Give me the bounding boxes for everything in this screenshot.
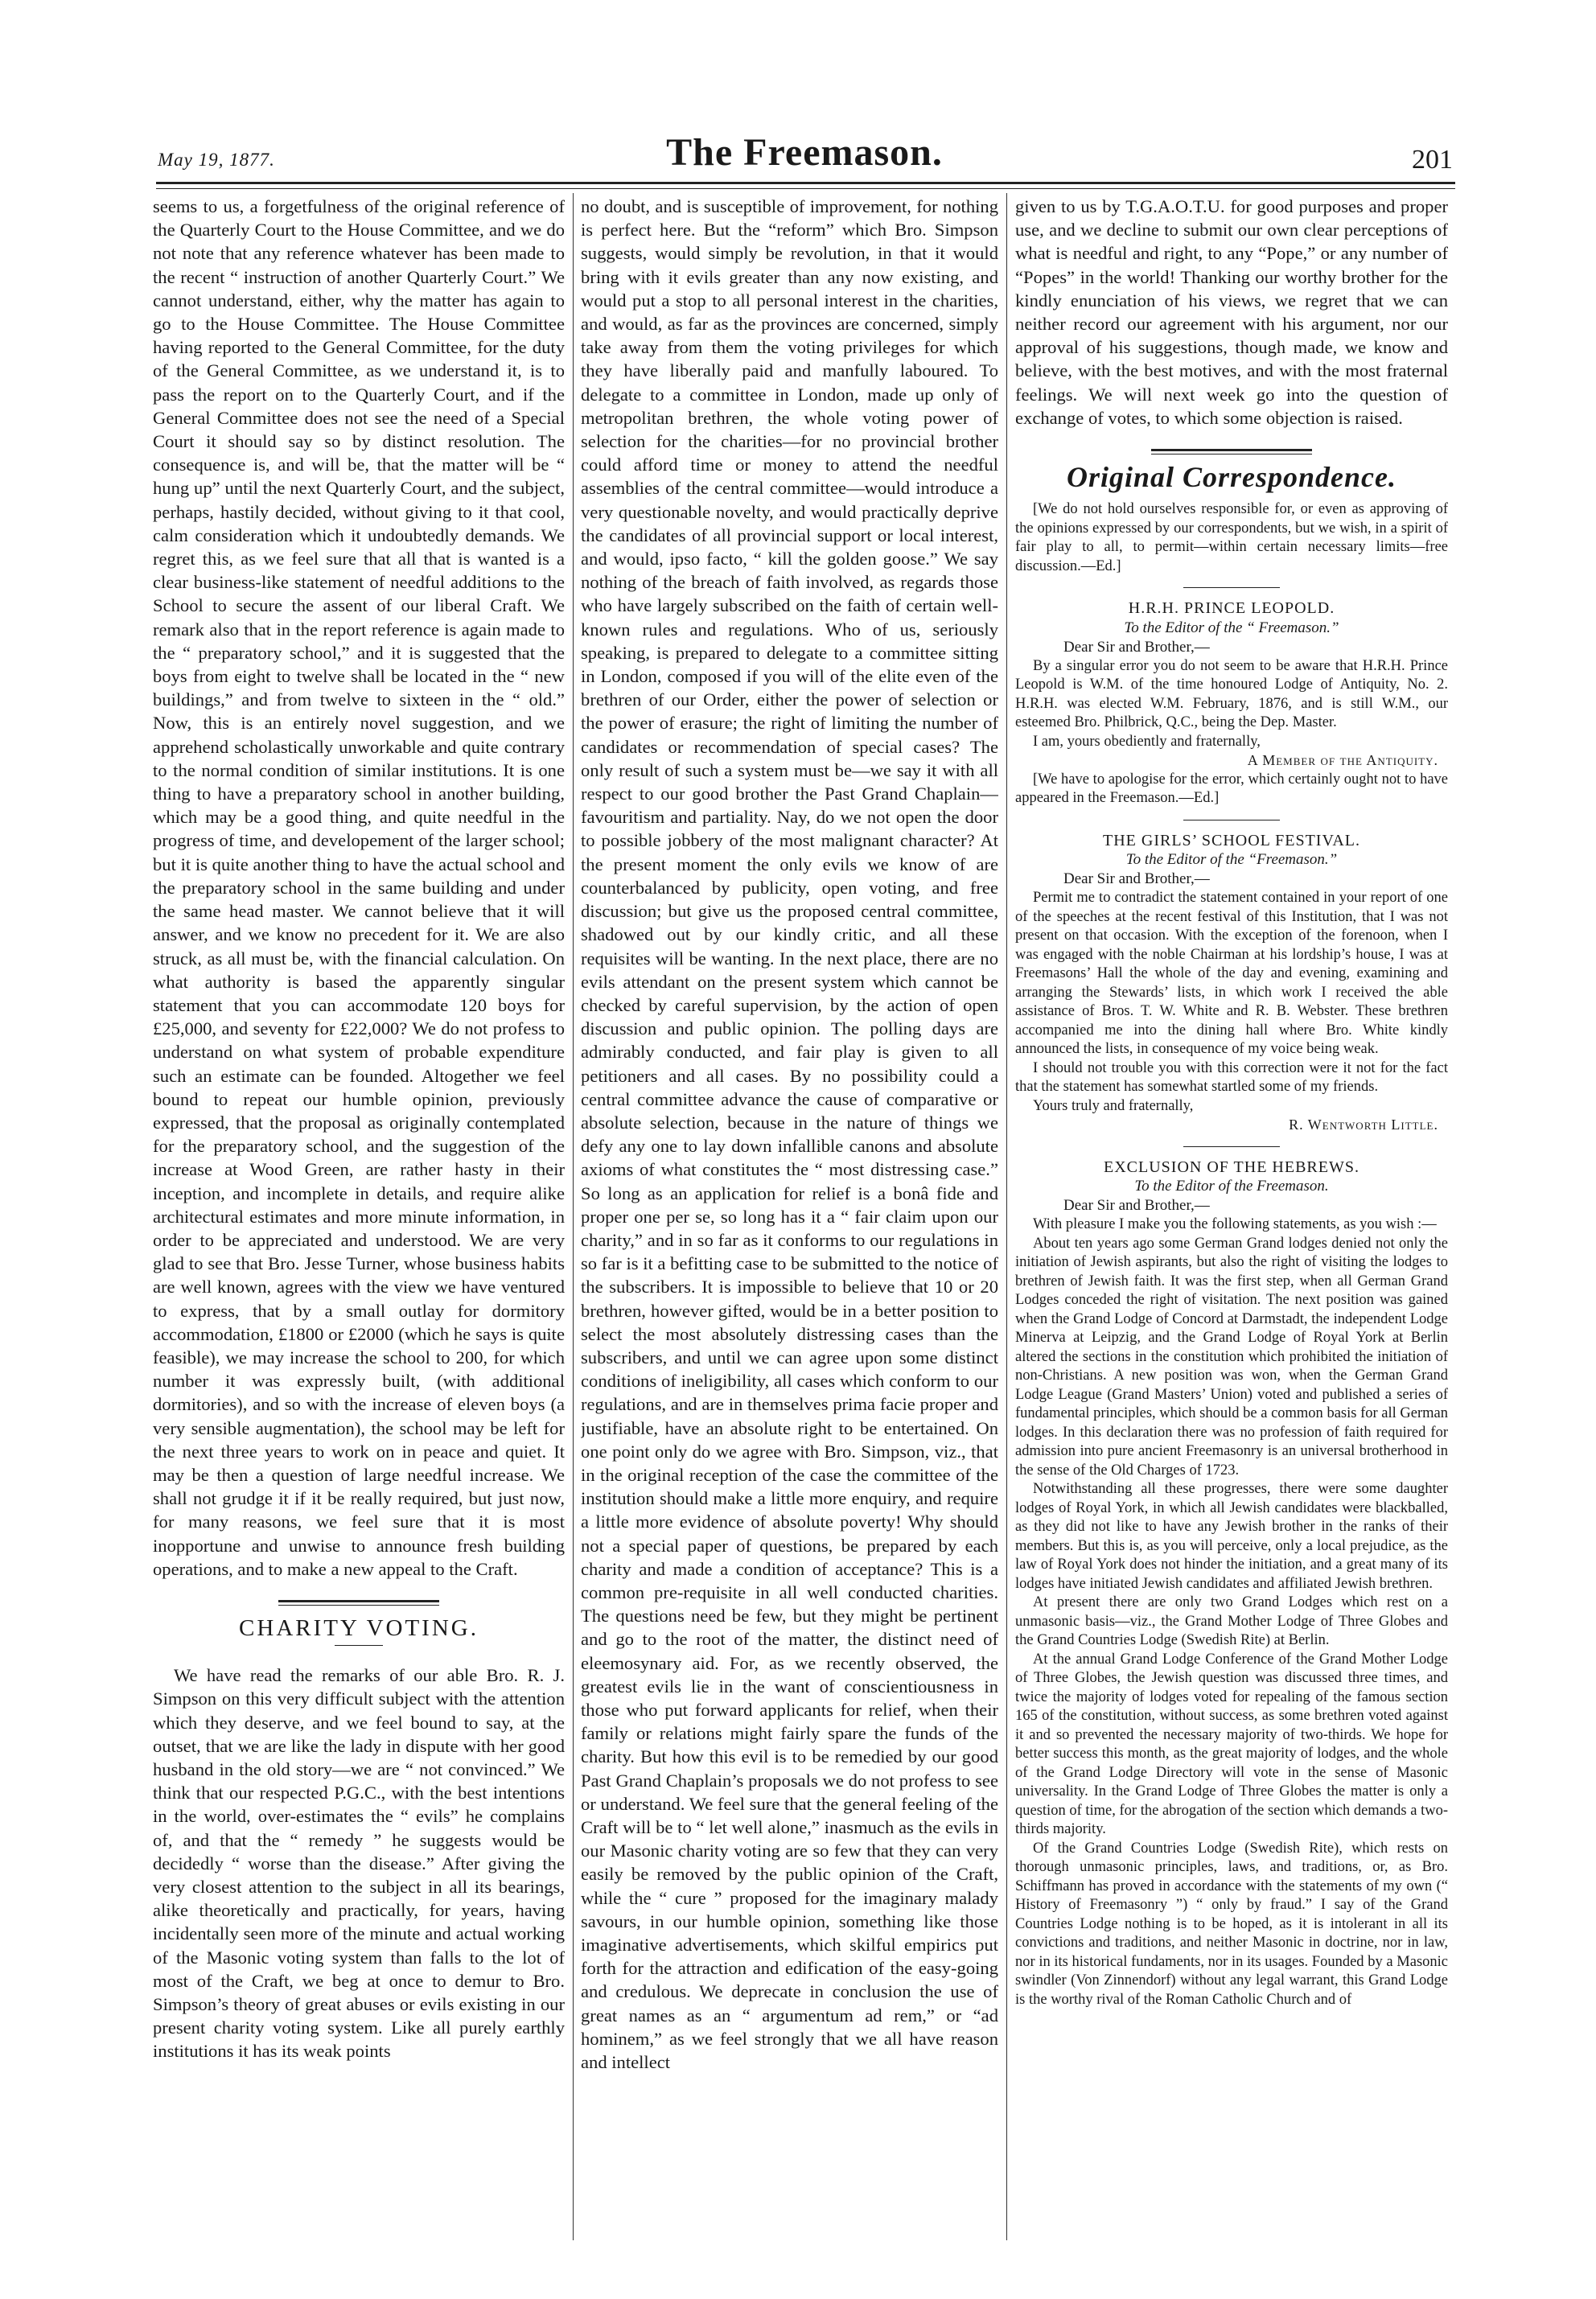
- column-2: [581, 195, 998, 2238]
- letter-heading: H.R.H. PRINCE LEOPOLD.: [1128, 599, 1335, 618]
- letter-body: At the annual Grand Lodge Conference of the Grand Mother Lodge of Three Globes, the Jewish question was discussed three times, and twice the majority of lodges voted for repealing of the famous section 165 of the constitution, without success, as some brethren voted against it and so prevented the necessary majority of two-thirds. We hope for better success this month, as the great majority of lodges, and the whole of the Grand Lodge Directory will vote in the sense of Masonic universality. In the Grand Lodge of Three Globes the matter is only a question of time, for the abrogation of the section which demands a two-thirds majority.: [1015, 1651, 1448, 1838]
- letter-body: Permit me to contradict the statement contained in your report of one of the speeches at the recent festival of this Institution, that I was not present on that occasion. With the exception of the forenoon, when I was engaged with the noble Chairman at his lordship’s house, I was at Freemasons’ Hall the whole of the day and evening, examining and arranging the Stewards’ lists, in which work I received the able assistance of Bros. T. W. White and R. B. Webster. These brethren accompanied me into the dining hall where Bro. White kindly announced the lists, in consequence of my voice being weak.: [1015, 890, 1448, 1058]
- newspaper-title: The Freemason.: [666, 131, 943, 174]
- masthead-rule: [156, 182, 1455, 189]
- article-paragraph: no doubt, and is susceptible of improvement, for nothing is perfect here. But the “reform” which Bro. Simpson suggests, would simply be revolution, in that it would bring with it evils greater than any now existing, and would put a stop to all personal interest in the charities, and would, as far as the provinces are concerned, simply take away from them the voting privileges for which they have liberally paid and manfully laboured. To delegate to a committee in London, made up only of metropolitan brethren, the whole voting power of selection for the charities—for no provincial brother could afford time or money to attend the needful assemblies of the central committee—would introduce a very questionable novelty, and would practically deprive the candidates of all provincial support or local interest, and would, ipso facto, “ kill the golden goose.” We say nothing of the breach of faith involved, as regards those who have largely subscribed on the faith of certain well-known rules and regulations. Who of us, seriously speaking, is prepared to delegate to a committee sitting in London, composed if you will of the elite even of the brethren of our Order, either the power of selection or the power of erasure; the right of limiting the number of candidates or recommendation of special cases? The only result of such a system must be—we say it with all respect to our good brother the Past Grand Chaplain—favouritism and partiality. Nay, do we not open the door to possible jobbery of the most malignant character? At the present moment the only evils we know of are counterbalanced by publicity, open voting, and free discussion; but give us the proposed central committee, shadowed out by our kindly critic, and all these requisites will be wanting. In the next place, there are no evils attendant on the present system which cannot be checked by careful supervision, by the action of open discussion and public opinion. The polling days are admirably conducted, and fair play is given to all petitioners and all cases. By no possibility could a central committee advance the cause of comparative or absolute selection, because in the nature of things we defy any one to lay down infallible canons and absolute axioms of what constitutes the “ most distressing case.” So long as an application for relief is a bonâ fide and proper one per se, so long has it a “ fair claim upon our charity,” and in so far as it conforms to our regulations in so far is it a befitting case to be submitted to the notice of the subscribers. It is impossible to believe that 10 or 20 brethren, however gifted, would be in a better position to select the most absolutely distressing cases than the subscribers, and until we can agree upon some distinct conditions of ineligibility, all cases which conform to our regulations, and are in themselves prima facie proper and justifiable, have an absolute right to be entertained. On one point only do we agree with Bro. Simpson, viz., that in the original reception of the case the committee of the institution should make a little more enquiry, and require a little more evidence of absolute poverty! Why should not a special paper of questions, be prepared by each charity and made a condition of acceptance? This is a common pre-requisite in all well conducted charities. The questions need be few, but they might be pertinent and go to the root of the matter, the distinct need of eleemosynary aid. For, as we recently observed, the greatest evils lie in the want of conscientiousness in those who put forward applicants for relief, when their family or relations might fairly spare the funds of the charity. But how this evil is to be remedied by our good Past Grand Chaplain’s proposals we do not profess to see or understand. We feel sure that the general feeling of the Craft will be to “ let well alone,” inasmuch as the evils in our Masonic charity voting are so few that they can very easily be removed by the public opinion of the Craft, while the “ cure ” proposed for the imaginary malady savours, in our humble opinion, something like those imaginative advertisements, which skilful empirics put forth for the attraction and edification of the easy-going and credulous. We deprecate in conclusion the use of great names as an “ argumentum ad rem,” or “ad hominem,” as we feel strongly that we all have reason and intellect: [581, 196, 998, 2073]
- letter-salutation: Dear Sir and Brother,—: [1063, 638, 1210, 656]
- letter-closing: Yours truly and fraternally,: [1033, 1097, 1194, 1114]
- letter-salutation: Dear Sir and Brother,—: [1063, 1197, 1210, 1215]
- letter-addressee: To the Editor of the “ Freemason.”: [1124, 619, 1339, 636]
- section-divider: [1151, 449, 1312, 454]
- column-divider: [1006, 193, 1007, 2240]
- letter-addressee: To the Editor of the “Freemason.”: [1125, 851, 1338, 869]
- letter-divider: [1183, 587, 1280, 588]
- letter-body: By a singular error you do not seem to be aware that H.R.H. Prince Leopold is W.M. of the time honoured Lodge of Antiquity, No. 2. H.R.H. was elected W.M. February, 1876, and is still W.M., our esteemed Bro. Philbrick, Q.C., being the Dep. Master.: [1015, 657, 1448, 731]
- letter-signature: R. Wentworth Little.: [1289, 1117, 1438, 1133]
- masthead: [153, 130, 1456, 180]
- article-paragraph: given to us by T.G.A.O.T.U. for good purposes and proper use, and we decline to submit our own clear perceptions of what is needful and right, to any “Pope,” or any number of “Popes” in the world! Thanking our worthy brother for the kindly enunciation of his views, we regret that we can neither record our agreement with his argument, nor our approval of his suggestions, though made, we know and believe, with the best motives, and with the most fraternal feelings. We will next week go into the question of exchange of votes, to which some objection is raised.: [1015, 196, 1448, 428]
- letter-closing: I am, yours obediently and fraternally,: [1033, 733, 1261, 750]
- letter-body: About ten years ago some German Grand lodges denied not only the initiation of Jewish aspirants, but also the right of visiting the lodges to brethren of Jewish faith. It was the first step, when all German Grand Lodges conceded the right of visitation. The next position was gained when the Grand Lodge of Concord at Darmstadt, the independent Lodge Minerva at Leipzig, and the Grand Lodge of Royal York at Berlin altered the sections in the constitution which prohibited the initiation of non-Christians. A new position was won, when the German Grand Lodge League (Grand Masters’ Union) voted and published a series of fundamental principles, which should be a common basis for all German lodges. In this declaration there was no profession of faith required for admission into pure ancient Freemasonry is an universal brotherhood in the sense of the Old Charges of 1723.: [1015, 1235, 1448, 1479]
- heading-rule: [335, 1645, 383, 1646]
- editor-disclaimer: [We do not hold ourselves responsible for, or even as approving of the opinions expressed by our correspondents, but we wish, in a spirit of fair play to all, to permit—within certain necessary limits—free discussion.—Ed.]: [1015, 501, 1448, 574]
- column-divider: [573, 193, 574, 2240]
- column-1: [153, 195, 565, 2238]
- letter-addressee: To the Editor of the Freemason.: [1134, 1178, 1329, 1195]
- editor-note: [We have to apologise for the error, which certainly ought not to have appeared in the Freemason.—Ed.]: [1015, 771, 1448, 807]
- section-heading-correspondence: Original Correspondence.: [1066, 461, 1397, 494]
- correspondence-section: [1015, 500, 1448, 2009]
- letter-body: Notwithstanding all these progresses, there were some daughter lodges of Royal York, in which all Jewish candidates were blackballed, as they did not like to have any Jewish brother in the ranks of their members. But this is, as you will perceive, only a local prejudice, as the law of Royal York does not hinder the initiation, and a great many of its lodges have initiated Jewish candidates and affiliated Jewish brethren.: [1015, 1481, 1448, 1592]
- article-paragraph: seems to us, a forgetfulness of the original reference of the Quarterly Court to the House Committee, and we do not note that any reference whatever has been made to the recent “ instruction of another Quarterly Court.” We cannot understand, either, why the matter has again to go to the House Committee. The House Committee having reported to the General Committee, for the duty of the General Committee, as we understand it, is to pass the report on to the Quarterly Court, and if the General Committee does not see the need of a Special Court it should say so by distinct resolution. The consequence is, and will be, that the matter will be “ hung up” until the next Quarterly Court, and the subject, perhaps, hastily decided, without giving to it that cool, calm consideration which it undoubtedly demands. We regret this, as we feel sure that all that is wanted is a clear business-like statement of needful additions to the School to secure the assent of our liberal Craft. We remark also that in the report reference is again made to the “ preparatory school,” and it is suggested that the boys from eight to twelve shall be located in the “ new buildings,” and from twelve to sixteen in the “ old.” Now, this is an entirely novel suggestion, and we apprehend scholastically unworkable and quite contrary to the normal condition of similar institutions. It is one thing to have a preparatory school in another building, which may be a good thing, and quite needful in the progress of time, and developement of the larger school; but it is quite another thing to have the actual school and the preparatory school in the same building and under the same head master. We cannot believe that it will answer, and we know no precedent for it. We are also struck, as all must be, with the financial calculation. On what authority is based the apparently singular statement that you can accommodate 120 boys for £25,000, and seventy for £22,000? We do not profess to understand on what system of probable expenditure such an estimate can be founded. Altogether we feel bound to repeat our humble opinion, previously expressed, that the proposal as originally contemplated for the preparatory school, and the suggestion of the increase at Wood Green, are rather hasty in their inception, and incomplete in details, and require alike architectural estimates and more minute information, in order to be appreciated and understood. We are very glad to see that Bro. Jesse Turner, whose business habits are well known, agrees with the view we have ventured to express, that by a small outlay for dormitory accommodation, £1800 or £2000 (which he says is quite feasible), we may increase the school to 200, for which number it was expressly built, (with additional dormitories), and so with the increase of eleven boys (a very sensible augmentation), the school may be left for the next three years to work on in peace and quiet. It may be then a question of large needful increase. We shall not grudge it if it be really required, but just now, for many reasons, we feel sure that it is most inopportune and unwise to announce fresh building operations, and to make a new appeal to the Craft.: [153, 196, 565, 1579]
- letter-body: Of the Grand Countries Lodge (Swedish Rite), which rests on thorough unmasonic principles, laws, and traditions, or, as Bro. Schiffmann has proved in accordance with the statements of my own (“ History of Freemasonry ”) “ only by fraud.” I say of the Grand Countries Lodge nothing is to be hoped, as it is intolerant in all its convictions and traditions, and neither Masonic in doctrine, nor in law, nor in its historical fundaments, nor in its usages. Founded by a Masonic swindler (Von Zinnendorf) without any legal warrant, this Grand Lodge is the worthy rival of the Roman Catholic Church and of: [1015, 1840, 1448, 2008]
- letter-signature: A Member of the Antiquity.: [1247, 752, 1438, 769]
- issue-date: May 19, 1877.: [158, 150, 275, 170]
- column-3: [1015, 195, 1448, 2238]
- letter-body: At present there are only two Grand Lodges which rest on a unmasonic basis—viz., the Grand Mother Lodge of Three Globes and the Grand Countries Lodge (Swedish Rite) at Berlin.: [1015, 1594, 1448, 1649]
- letter-salutation: Dear Sir and Brother,—: [1063, 870, 1210, 888]
- letter-body: With pleasure I make you the following statements, as you wish :—: [1033, 1216, 1437, 1233]
- section-divider: [278, 1600, 439, 1606]
- letter-heading: THE GIRLS’ SCHOOL FESTIVAL.: [1103, 831, 1360, 849]
- section-heading-charity-voting: CHARITY VOTING.: [239, 1614, 479, 1641]
- letter-body: I should not trouble you with this correction were it not for the fact that the statement has somewhat startled some of my friends.: [1015, 1059, 1448, 1096]
- letter-heading: EXCLUSION OF THE HEBREWS.: [1104, 1158, 1359, 1176]
- page-number: 201: [1412, 145, 1453, 175]
- article-paragraph: We have read the remarks of our able Bro. R. J. Simpson on this very difficult subject with the attention which they deserve, and we feel bound to say, at the outset, that we are like the lady in dispute with her good husband in the old story—we are “ not convinced.” We think that our respected P.G.C., with the best intentions in the world, over-estimates the “ evils” he complains of, and that the “ remedy ” he suggests would be decidedly “ worse than the disease.” After giving the very closest attention to the subject in all its bearings, alike theoretically and practically, for years, having incidentally seen more of the minute and actual working of the Masonic voting system than falls to the lot of most of the Craft, we beg at once to demur to Bro. Simpson’s theory of great abuses or evils existing in our present charity voting system. Like all purely earthly institutions it has its weak points: [153, 1665, 565, 2062]
- letter-divider: [1183, 1146, 1280, 1147]
